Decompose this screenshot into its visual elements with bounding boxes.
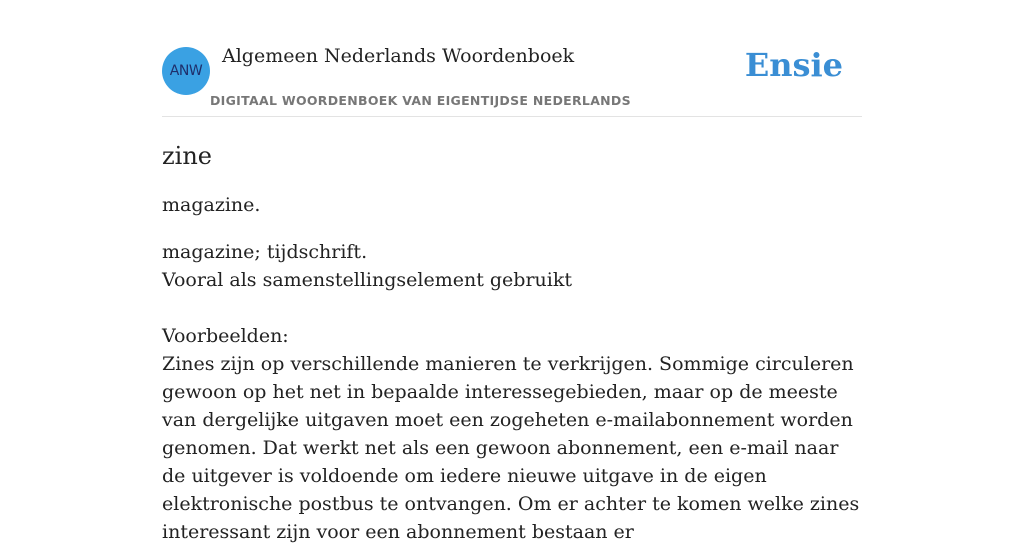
site-header xyxy=(162,0,862,117)
example-text: Zines zijn op verschillende manieren te verkrijgen. Sommige circuleren gewoon op het net in bepaalde interessegebieden, maar op de meeste van dergelijke uitgaven moet een zogeheten e-mailabonnement worden genomen. Dat werkt net als een gewoon abonnement, een e-mail naar de uitgever is voldoende om iedere nieuwe uitgave in de eigen elektronische postbus te ontvangen. Om er achter te komen welke zines interessant zijn voor een abonnement bestaan er xyxy=(162,353,860,543)
short-definition: magazine. xyxy=(162,194,261,216)
definition-text: magazine; tijdschrift. xyxy=(162,241,368,263)
examples-label: Voorbeelden: xyxy=(162,325,289,347)
usage-note: Vooral als samenstellingselement gebruikt xyxy=(162,269,573,291)
anw-logo[interactable]: ANW xyxy=(162,47,210,95)
page xyxy=(162,0,862,543)
entry-content xyxy=(162,141,862,546)
definition-block xyxy=(162,238,862,546)
site-title[interactable]: Algemeen Nederlands Woordenboek xyxy=(222,45,575,67)
ensie-logo-link[interactable]: Ensie xyxy=(744,46,843,84)
entry-headword: zine xyxy=(162,142,212,170)
site-subtitle: DIGITAAL WOORDENBOEK VAN EIGENTIJDSE NEDERLANDS xyxy=(210,93,631,108)
